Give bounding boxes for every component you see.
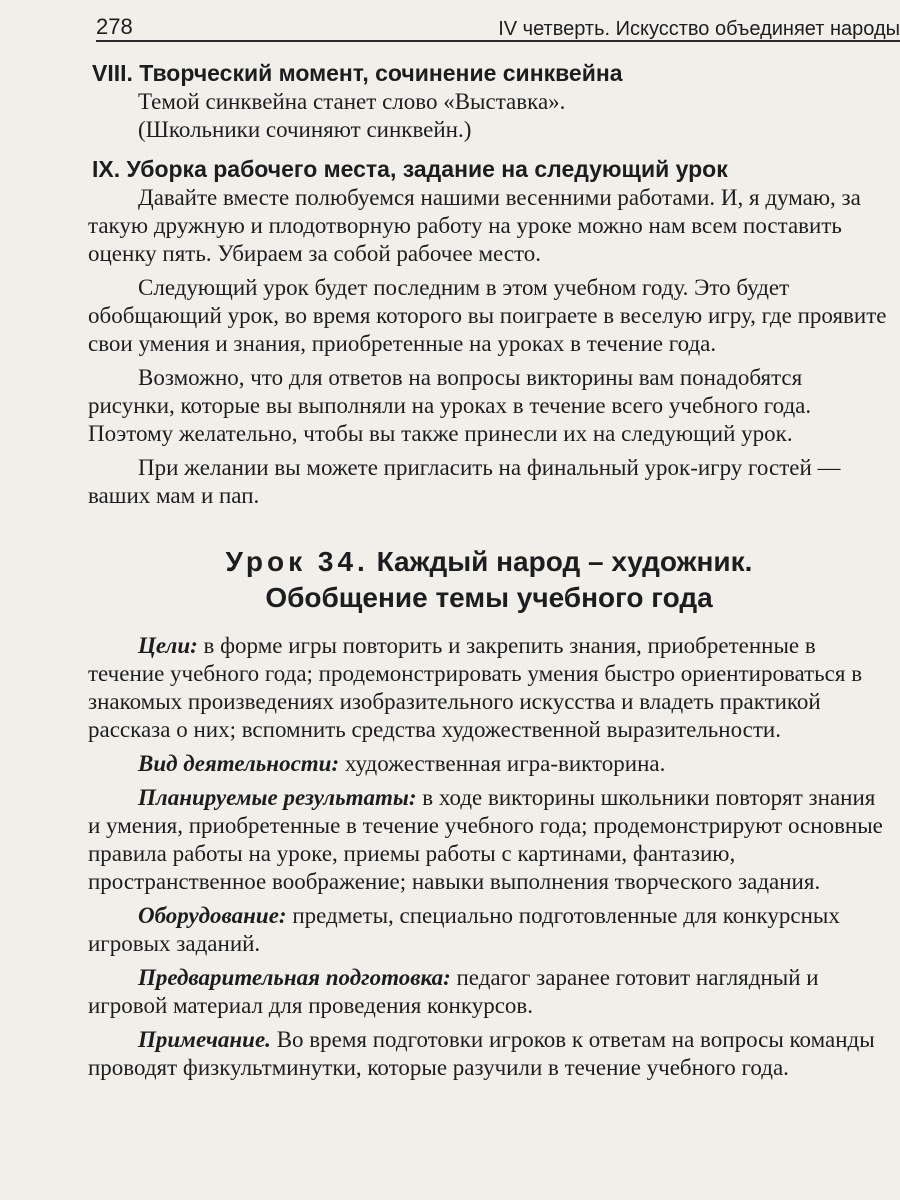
- field-preparation: [88, 964, 890, 1020]
- paragraph: Возможно, что для ответов на вопросы викторины вам понадобятся рисунки, которые вы выполняли на уроках в течение всего учебного года. Поэтому желательно, чтобы вы также принесли их на следующий урок.: [88, 365, 812, 446]
- field-label: Оборудование:: [138, 903, 287, 928]
- section-viii-line-2: (Школьники сочиняют синквейн.): [138, 117, 472, 142]
- field-text: педагог заранее готовит наглядный и игровой материал для проведения конкурсов.: [88, 965, 819, 1018]
- field-note: [88, 1026, 890, 1082]
- paragraph: Давайте вместе полюбуемся нашими весенними работами. И, я думаю, за такую дружную и плодотворную работу на уроке можно нам всем поставить оценку пять. Убираем за собой рабочее место.: [88, 185, 861, 266]
- field-activity-type: [88, 750, 890, 778]
- field-label: Планируемые результаты:: [138, 785, 417, 810]
- lesson-title: [88, 544, 890, 616]
- field-label: Цели:: [138, 633, 198, 658]
- field-label: Предварительная подготовка:: [138, 965, 451, 990]
- field-planned-results: [88, 784, 890, 896]
- lesson-title-line-2: Обобщение темы учебного года: [265, 582, 713, 613]
- running-title: IV четверть. Искусство объединяет народы: [498, 18, 900, 40]
- section-viii-line-1: Темой синквейна станет слово «Выставка».: [138, 89, 566, 114]
- lesson-name: Каждый народ – художник.: [376, 546, 753, 577]
- field-text: Во время подготовки игроков к ответам на вопросы команды проводят физкультминутки, которые разучили в течение учебного года.: [88, 1027, 875, 1080]
- paragraph: Следующий урок будет последним в этом учебном году. Это будет обобщающий урок, во время которого вы поиграете в веселую игру, где проявите свои умения и знания, приобретенные на уроках в течение года.: [88, 275, 887, 356]
- field-text: художественная игра-викторина.: [344, 751, 666, 776]
- page-content: [88, 58, 890, 1082]
- paragraph: При желании вы можете пригласить на финальный урок-игру гостей — ваших мам и пап.: [88, 455, 841, 508]
- field-equipment: [88, 902, 890, 958]
- field-label: Примечание.: [138, 1027, 271, 1052]
- lesson-title-line-1: [88, 544, 890, 580]
- field-goals: [88, 632, 890, 744]
- page-header: [96, 10, 900, 42]
- field-text: в форме игры повторить и закрепить знания, приобретенные в течение учебного года; продемонстрировать умения быстро ориентироваться в знакомых произведениях изобразительного искусства и владеть практикой рассказа о них; вспомнить средства художественной выразительности.: [88, 633, 863, 742]
- page-number: 278: [96, 14, 133, 39]
- field-label: Вид деятельности:: [138, 751, 340, 776]
- section-heading-ix: IX. Уборка рабочего места, задание на следующий урок: [92, 156, 728, 182]
- field-text: в ходе викторины школьники повторят знания и умения, приобретенные в течение учебного года; продемонстрируют основные правила работы на уроке, приемы работы с картинами, фантазию, пространственное воображение; навыки выполнения творческого задания.: [88, 785, 883, 894]
- lesson-number: Урок 34.: [225, 546, 369, 577]
- field-text: предметы, специально подготовленные для конкурсных игровых заданий.: [88, 903, 840, 956]
- section-heading-viii: VIII. Творческий момент, сочинение синквейна: [92, 60, 623, 86]
